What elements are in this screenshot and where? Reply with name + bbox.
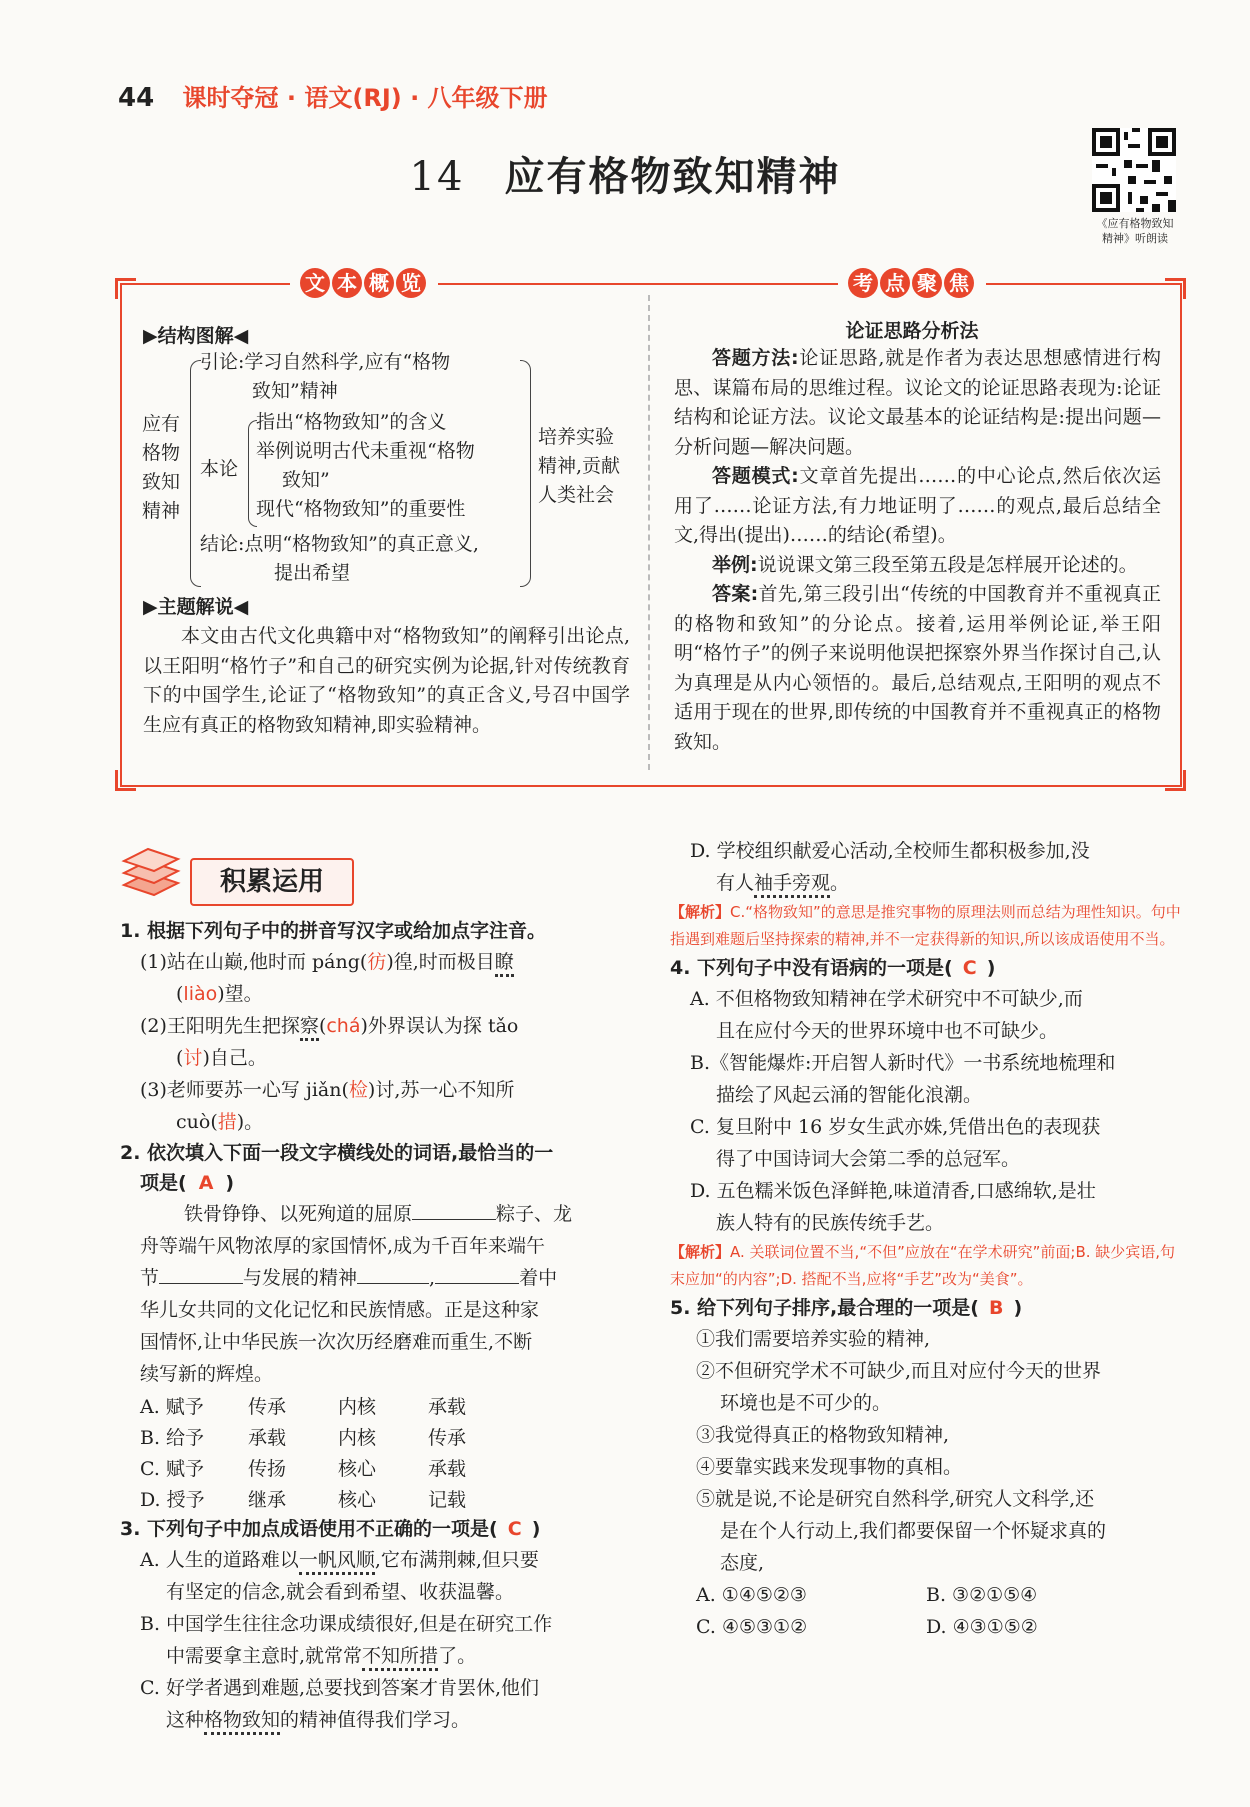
section-title: 积累运用 — [190, 858, 354, 906]
q4-option-c-line2: 得了中国诗词大会第二季的总冠军。 — [716, 1148, 1021, 1170]
q5-sentence: ④要靠实践来发现事物的真相。 — [696, 1456, 963, 1478]
text: cuò( — [176, 1111, 218, 1133]
option-cell: 记载 — [428, 1489, 467, 1511]
intro-line: 引论:学习自然科学,应有“格物 — [200, 351, 451, 373]
q5-sentence: ②不但研究学术不可缺少,而且对应付今天的世界 — [696, 1360, 1102, 1382]
answer-text: liào — [183, 983, 218, 1005]
q2-passage — [120, 1198, 640, 1230]
option-cell: 承载 — [428, 1458, 467, 1480]
text: 粽子、龙 — [496, 1203, 573, 1225]
q3-option-c-line2 — [120, 1704, 640, 1736]
theme-heading: ▶主题解说◀ — [143, 596, 249, 618]
structure-heading: ▶结构图解◀ — [143, 325, 249, 347]
focus-badge — [838, 268, 986, 298]
qr-caption-line: 《应有格物致知 — [1096, 217, 1174, 230]
body-item: 指出“格物致知”的含义 — [256, 411, 447, 433]
method-label: 答题方法: — [712, 347, 799, 369]
explanation-text: A. 关联词位置不当,“不但”应放在“在学术研究”前面;B. 缺少宾语,句末应加“的内容”;D. 搭配不当,应将“手艺”改为“美食”。 — [670, 1243, 1176, 1288]
q5-options-row2 — [670, 1611, 1185, 1643]
q5-sentence: ③我觉得真正的格物致知精神, — [696, 1424, 950, 1446]
option-cell: 继承 — [248, 1489, 287, 1511]
text: A. 人生的道路难以 — [140, 1549, 299, 1571]
example-label: 举例: — [712, 553, 758, 576]
option-cell: 核心 — [338, 1458, 377, 1480]
method-text: 论证思路,就是作者为表达思想感情进行构思、谋篇布局的思维过程。议论文的论证思路表现为:论证结构和论证方法。议论文最基本的论证结构是:提出问题—分析问题—解决问题。 — [674, 347, 1161, 458]
body-item: 致知” — [282, 469, 330, 491]
text: (1)站在山巅,他时而 páng( — [140, 951, 368, 973]
focus-body — [674, 344, 1161, 757]
q5-option-d[interactable]: D. ④③①⑤② — [926, 1616, 1038, 1638]
answer-text: 首先,第三段引出“传统的中国教育并不重视真正的格物和致知”的分论点。接着,运用举例论证,举王阳明“格竹子”的例子来说明他误把探察外界当作探讨自己,认为真理是从内心领悟的。最后,总结观点,王阳明的观点不适用于现在的世界,即传统的中国教育并不重视真正的格物致知。 — [674, 583, 1161, 753]
book-title: 课时夺冠 · 语文(RJ) · 八年级下册 — [182, 84, 548, 112]
answer-text: 检 — [348, 1079, 368, 1101]
root-label-line: 致知 — [142, 471, 181, 493]
q1-item2 — [120, 1010, 640, 1042]
text: 铁骨铮铮、以死殉道的屈原 — [184, 1203, 413, 1225]
mode-paragraph — [674, 462, 1161, 551]
q1-item1 — [120, 946, 640, 978]
answer-text: 彷 — [367, 951, 387, 973]
option-cell: 传扬 — [248, 1458, 287, 1480]
q1-item3-line2 — [120, 1106, 640, 1138]
answer-text: chá — [326, 1015, 361, 1037]
q3-option-d-line2 — [670, 867, 1185, 899]
text: ) — [225, 1172, 235, 1194]
q2-passage-line: 舟等端午风物浓厚的家国情怀,成为千百年来端午 — [140, 1235, 546, 1257]
text: 5. 给下列句子排序,最合理的一项是( — [670, 1297, 979, 1319]
q4-option-a[interactable]: A. 不但格物致知精神在学术研究中不可缺少,而 — [690, 988, 1083, 1010]
page-header — [118, 78, 548, 113]
q1-item1-line2 — [120, 978, 640, 1010]
answer-paragraph — [674, 580, 1161, 757]
method-paragraph — [674, 344, 1161, 462]
mode-text: 文章首先提出……的中心论点,然后依次运用了……论证方法,有力地证明了……的观点,最后总结全文,得出(提出)……的结论(希望)。 — [674, 465, 1161, 546]
body-item: 现代“格物致知”的重要性 — [256, 498, 466, 520]
option-cell: A. 赋予 — [140, 1396, 204, 1418]
q5-option-b[interactable]: B. ③②①⑤④ — [926, 1584, 1038, 1606]
q4-explanation — [670, 1239, 1185, 1293]
option-cell: 承载 — [248, 1427, 287, 1449]
root-label-line: 应有 — [142, 413, 181, 435]
right-column — [670, 835, 1185, 1643]
q5-sentence-cont: 环境也是不可少的。 — [720, 1392, 892, 1414]
explanation-text: C.“格物致知”的意思是推究事物的原理法则而总结为理性知识。句中指遇到难题后坚持探索的精神,并不一定获得新的知识,所以该成语使用不当。 — [670, 903, 1181, 948]
q3-option-d[interactable]: D. 学校组织献爱心活动,全校师生都积极参加,没 — [690, 840, 1090, 862]
box-divider — [648, 295, 650, 770]
text: )讨,苏一心不知所 — [367, 1079, 515, 1101]
text: 了。 — [438, 1645, 477, 1667]
right-brace — [520, 360, 531, 587]
q4-option-a-line2: 且在应付今天的世界环境中也不可缺少。 — [716, 1020, 1059, 1042]
lesson-name: 应有格物致知精神 — [504, 153, 841, 200]
blank — [412, 1201, 496, 1220]
q5-sentence-cont: 是在个人行动上,我们都要保留一个怀疑求真的 — [720, 1520, 1107, 1542]
q2-stem: 2. 依次填入下面一段文字横线处的词语,最恰当的一 — [120, 1142, 554, 1164]
badge-char: 焦 — [944, 268, 974, 298]
q3-explanation — [670, 899, 1185, 953]
result-line: 人类社会 — [538, 484, 615, 506]
focus-title: 论证思路分析法 — [845, 320, 979, 342]
q2-passage-line: 华儿女共同的文化记忆和民族情感。正是这种家 — [140, 1299, 540, 1321]
q5-sentence: ①我们需要培养实验的精神, — [696, 1328, 931, 1350]
text: 着中 — [519, 1267, 558, 1289]
q5-options-row1 — [670, 1579, 1185, 1611]
text: 这种 — [166, 1709, 205, 1731]
text: 与发展的精神 — [243, 1267, 358, 1289]
badge-char: 览 — [396, 268, 426, 298]
lesson-number: 14 — [409, 154, 465, 200]
q4-option-b[interactable]: B.《智能爆炸:开启智人新时代》一书系统地梳理和 — [690, 1052, 1116, 1074]
text: 4. 下列句子中没有语病的一项是( — [670, 957, 953, 979]
text: )外界误认为探 tǎo — [360, 1015, 519, 1037]
answer-text: C — [962, 957, 977, 979]
q3-option-a[interactable] — [120, 1544, 640, 1576]
body-items — [256, 408, 475, 524]
qr-code-icon[interactable] — [1092, 128, 1176, 212]
text: 有人 — [716, 872, 755, 894]
q5-stem — [670, 1293, 1185, 1323]
q5-sentence-cont: 态度, — [720, 1552, 765, 1574]
option-cell: 核心 — [338, 1489, 377, 1511]
dotted-char: 察 — [300, 1015, 319, 1041]
text: )徨,时而极目 — [386, 951, 495, 973]
text: ,它布满荆棘,但只要 — [374, 1549, 539, 1571]
q3-option-b-line2 — [120, 1640, 640, 1672]
q2-passage-line — [120, 1262, 640, 1294]
option-cell: C. 赋予 — [140, 1458, 204, 1480]
books-icon — [120, 845, 182, 900]
root-label-line: 精神 — [142, 500, 181, 522]
q5-sentence: ⑤就是说,不论是研究自然科学,研究人文科学,还 — [696, 1488, 1095, 1510]
blank — [357, 1265, 429, 1284]
explanation-label: 【解析】 — [670, 903, 731, 921]
option-cell: 传承 — [428, 1427, 467, 1449]
text: , — [429, 1267, 436, 1289]
q1-stem: 1. 根据下列句子中的拼音写汉字或给加点字注音。 — [120, 920, 547, 942]
conclusion-line: 提出希望 — [274, 562, 351, 584]
option-cell: 内核 — [338, 1427, 377, 1449]
q1-item2-line2 — [120, 1042, 640, 1074]
intro-text — [200, 348, 450, 406]
option-cell: 内核 — [338, 1396, 377, 1418]
option-row[interactable] — [140, 1452, 466, 1483]
badge-char: 本 — [332, 268, 362, 298]
option-cell: 承载 — [428, 1396, 467, 1418]
text: ) — [1013, 1297, 1023, 1319]
badge-char: 聚 — [912, 268, 942, 298]
corner-ornament — [1165, 770, 1186, 791]
text: ) — [986, 957, 996, 979]
root-label-line: 格物 — [142, 442, 181, 464]
text: ( — [176, 1047, 184, 1069]
text: )望。 — [217, 983, 263, 1005]
text: 项是( — [140, 1172, 187, 1194]
option-row[interactable] — [140, 1390, 466, 1421]
q2-passage-line: 国情怀,让中华民族一次次历经磨难而重生,不断 — [140, 1331, 533, 1353]
text: ) — [531, 1518, 541, 1540]
corner-ornament — [115, 278, 136, 299]
lesson-title — [0, 145, 1250, 202]
left-column — [120, 916, 640, 1736]
text: (3)老师要苏一心写 jiǎn( — [140, 1079, 349, 1101]
q2-stem-line2 — [120, 1168, 640, 1198]
corner-ornament — [115, 770, 136, 791]
text: 中需要拿主意时,就常常 — [166, 1645, 363, 1667]
q3-stem — [120, 1514, 640, 1544]
mode-label: 答题模式: — [712, 465, 799, 487]
dotted-char: 瞭 — [495, 951, 514, 977]
badge-char: 考 — [848, 268, 878, 298]
root-label — [142, 410, 190, 526]
answer-text: C — [507, 1518, 522, 1540]
dotted-idiom: 不知所措 — [362, 1645, 438, 1671]
text: 3. 下列句子中加点成语使用不正确的一项是( — [120, 1518, 498, 1540]
q3-option-c[interactable]: C. 好学者遇到难题,总要找到答案才肯罢休,他们 — [140, 1677, 540, 1699]
result-line: 精神,贡献 — [538, 455, 621, 477]
badge-char: 点 — [880, 268, 910, 298]
text: 节 — [140, 1267, 160, 1289]
q5-option-a[interactable]: A. ①④⑤②③ — [696, 1584, 807, 1606]
q2-passage-line: 续写新的辉煌。 — [140, 1363, 274, 1385]
option-row[interactable] — [140, 1421, 466, 1452]
q3-option-b[interactable]: B. 中国学生往往念功课成绩很好,但是在研究工作 — [140, 1613, 553, 1635]
option-cell: D. 授予 — [140, 1489, 205, 1511]
page-number: 44 — [118, 83, 155, 113]
dotted-idiom: 格物致知 — [204, 1709, 280, 1735]
conclusion-line: 结论:点明“格物致知”的真正意义, — [200, 533, 479, 555]
conclusion-text — [200, 530, 479, 588]
badge-char: 概 — [364, 268, 394, 298]
text: )自己。 — [202, 1047, 267, 1069]
example-paragraph — [674, 551, 1161, 581]
body-item: 举例说明古代未重视“格物 — [256, 440, 475, 462]
answer-label: 答案: — [712, 583, 759, 605]
q3-option-a-line2: 有坚定的信念,就会看到希望、收获温馨。 — [166, 1581, 515, 1603]
badge-char: 文 — [300, 268, 330, 298]
q4-stem — [670, 953, 1185, 983]
text: ( — [318, 1015, 327, 1037]
blank — [435, 1265, 519, 1284]
body-label: 本论 — [200, 458, 239, 480]
dotted-idiom: 袖手旁观 — [754, 872, 830, 898]
q2-options — [140, 1390, 466, 1514]
example-text: 说说课文第三段至第五段是怎样展开论述的。 — [757, 553, 1138, 576]
intro-line: 致知”精神 — [252, 380, 338, 402]
blank — [159, 1265, 243, 1284]
q4-option-d-line2: 族人特有的民族传统手艺。 — [716, 1212, 945, 1234]
answer-text: 措 — [217, 1111, 237, 1133]
qr-caption-line: 精神》听朗读 — [1102, 232, 1168, 245]
corner-ornament — [1165, 278, 1186, 299]
q5-option-c[interactable]: C. ④⑤③①② — [696, 1616, 808, 1638]
qr-caption — [1080, 216, 1190, 246]
dotted-idiom: 一帆风顺 — [299, 1549, 375, 1575]
option-row[interactable] — [140, 1483, 466, 1514]
result-line: 培养实验 — [538, 426, 615, 448]
text: 。 — [830, 872, 850, 894]
option-cell: 传承 — [248, 1396, 287, 1418]
text: (2)王阳明先生把探 — [140, 1015, 300, 1037]
q1-item3 — [120, 1074, 640, 1106]
theme-paragraph: 本文由古代文化典籍中对“格物致知”的阐释引出论点,以王阳明“格竹子”和自己的研究实例为论据,针对传统教育下的中国学生,论证了“格物致知”的真正含义,号召中国学生应有真正的格物致知精神,即实验精神。 — [143, 625, 630, 736]
text: )。 — [236, 1111, 264, 1133]
answer-text: B — [988, 1297, 1004, 1319]
explanation-label: 【解析】 — [670, 1243, 731, 1261]
text: 的精神值得我们学习。 — [280, 1709, 471, 1731]
text: ( — [176, 983, 184, 1005]
q4-option-d[interactable]: D. 五色糯米饭色泽鲜艳,味道清香,口感绵软,是壮 — [690, 1180, 1096, 1202]
overview-badge — [290, 268, 438, 298]
option-cell: B. 给予 — [140, 1427, 205, 1449]
q4-option-b-line2: 描绘了风起云涌的智能化浪潮。 — [716, 1084, 983, 1106]
answer-text: 讨 — [183, 1047, 203, 1069]
answer-text: A — [198, 1172, 214, 1194]
q4-option-c[interactable]: C. 复旦附中 16 岁女生武亦姝,凭借出色的表现获 — [690, 1116, 1101, 1138]
result-text — [538, 423, 620, 510]
